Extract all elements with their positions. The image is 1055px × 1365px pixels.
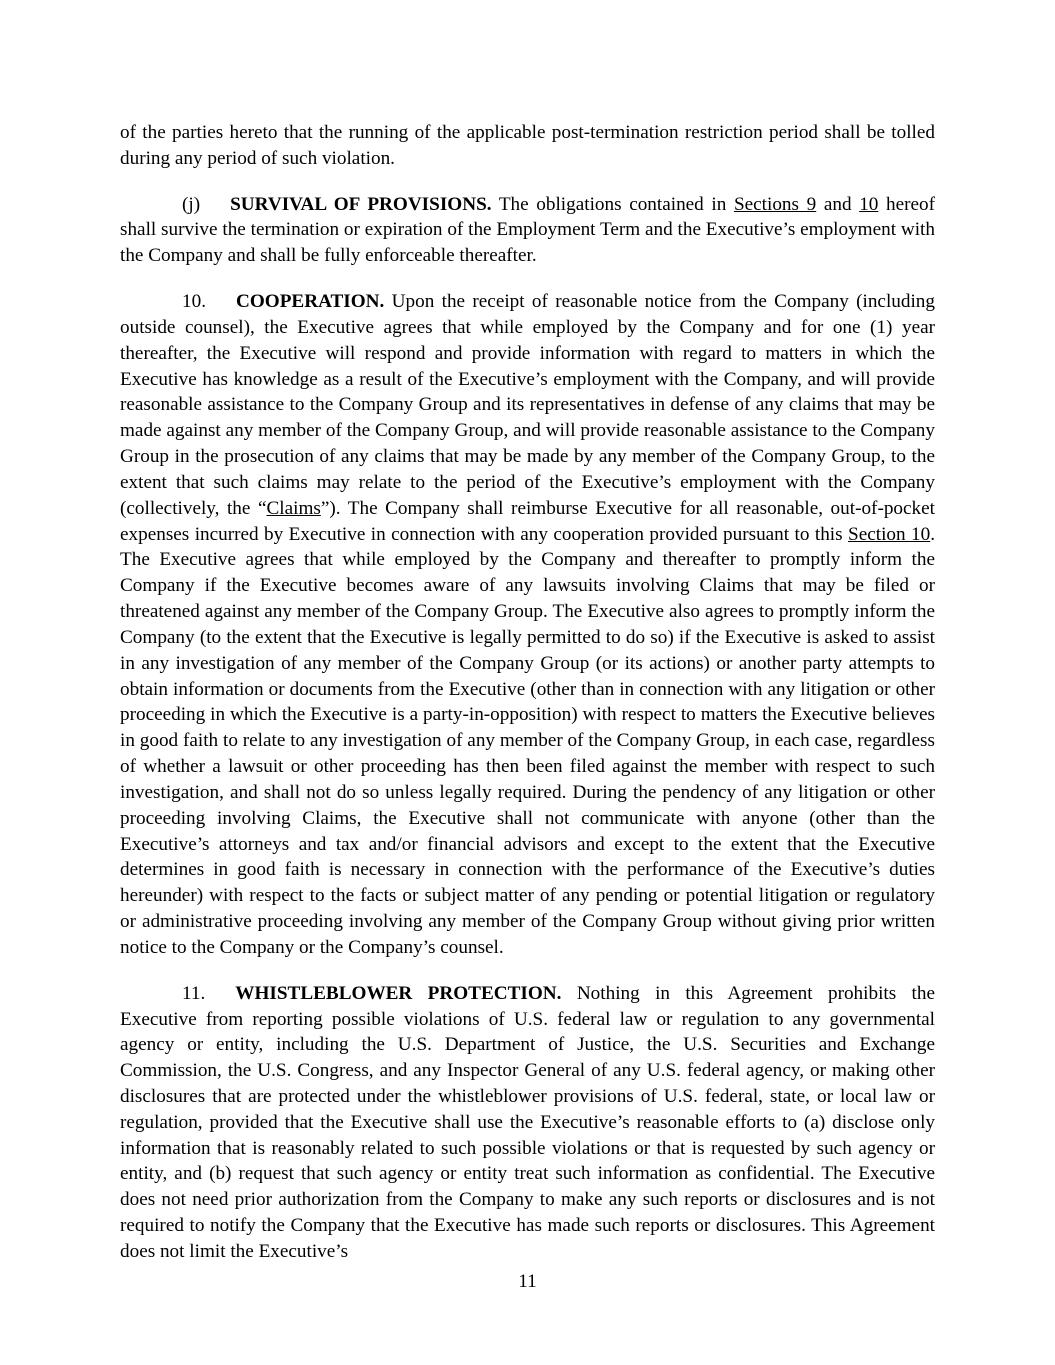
whistleblower-text-1: Nothing in this Agreement prohibits the Executive from reporting possible violations of U.S. federal law or regulation to any governmental agency or entity, including the U.S. Department of Justice, the U.S. Securities and Exchange Commission, the U.S. Congress, and any Inspector General of any U.S. federal agency, or making other disclosures that are protected under the whistleblower provisions of U.S. federal, state, or local law or regulation, provided that the Executive shall use the Executive’s reasonable efforts to (a) disclose only information that is reasonably related to such possible violations or that is requested by such agency or entity, and (b) request that such agency or entity treat such information as confidential. The Executive does not need prior authorization from the Company to make any such reports or disclosures and is not required to notify the Company that the Executive has made such reports or disclosures. This Agreement does not limit the Executive’s — [120, 982, 935, 1262]
heading-survival-of-provisions: SURVIVAL OF PROVISIONS. — [230, 193, 492, 215]
survival-text-1: The obligations contained in — [491, 193, 734, 215]
page-number: 11 — [518, 1271, 537, 1292]
document-body — [120, 120, 935, 1265]
clause-marker-10: 10. — [182, 291, 206, 313]
cross-reference-sections-9: Sections 9 — [733, 193, 817, 215]
cross-reference-section-10: Section 10 — [848, 523, 931, 545]
cooperation-text-1: Upon the receipt of reasonable notice from the Company (including outside counsel), the Executive agrees that while employed by the Company and for one (1) year thereafter, the Executive will respond and provide information with regard to matters in which the Executive has knowledge as a result of the Executive’s employment with the Company, and will provide reasonable assistance to the Company Group and its representatives in defense of any claims that may be made against any member of the Company Group, and will provide reasonable assistance to the Company Group in the prosecution of any claims that may be made by any member of the Company Group, to the extent that such claims may relate to the period of the Executive’s employment with the Company (collectively, the “ — [120, 291, 935, 519]
survival-text-2: and — [816, 193, 860, 215]
defined-term-claims: Claims — [266, 497, 321, 519]
clause-marker-11: 11. — [182, 982, 206, 1004]
heading-cooperation: COOPERATION. — [235, 291, 385, 313]
paragraph-survival-of-provisions — [120, 192, 935, 269]
heading-whistleblower-protection: WHISTLEBLOWER PROTECTION. — [235, 982, 562, 1004]
survival-text-3: hereof shall survive the termination or expiration of the Employment Term and the Executive’s employment with the Company and shall be fully enforceable thereafter. — [120, 193, 936, 267]
paragraph-whistleblower-protection — [120, 981, 935, 1265]
paragraph-continuation — [120, 120, 935, 172]
paragraph-continuation-text: of the parties hereto that the running of the applicable post-termination restriction period shall be tolled during any period of such violation. — [120, 122, 935, 169]
cooperation-text-3: . The Executive agrees that while employed by the Company and thereafter to promptly inform the Company if the Executive becomes aware of any lawsuits involving Claims that may be filed or threatened against any member of the Company Group. The Executive also agrees to promptly inform the Company (to the extent that the Executive is legally permitted to do so) if the Executive is asked to assist in any investigation of any member of the Company Group (or its actions) or another party attempts to obtain information or documents from the Executive (other than in connection with any litigation or other proceeding in which the Executive is a party-in-opposition) with respect to matters the Executive believes in good faith to relate to any investigation of any member of the Company Group, in each case, regardless of whether a lawsuit or other proceeding has then been filed against the member with respect to such investigation, and shall not do so unless legally required. During the pendency of any litigation or other proceeding involving Claims, the Executive shall not communicate with anyone (other than the Executive’s attorneys and tax and/or financial advisors and except to the extent that the Executive determines in good faith is necessary in connection with the performance of the Executive’s duties hereunder) with respect to the facts or subject matter of any pending or potential litigation or regulatory or administrative proceeding involving any member of the Company Group without giving prior written notice to the Company or the Company’s counsel. — [120, 523, 935, 958]
paragraph-cooperation — [120, 289, 935, 961]
cross-reference-10: 10 — [859, 193, 879, 215]
clause-marker-j: (j) — [182, 193, 201, 215]
cooperation-text-2: ”). The Company shall reimburse Executive for all reasonable, out-of-pocket expenses incurred by Executive in connection with any cooperation provided pursuant to this — [120, 497, 935, 545]
